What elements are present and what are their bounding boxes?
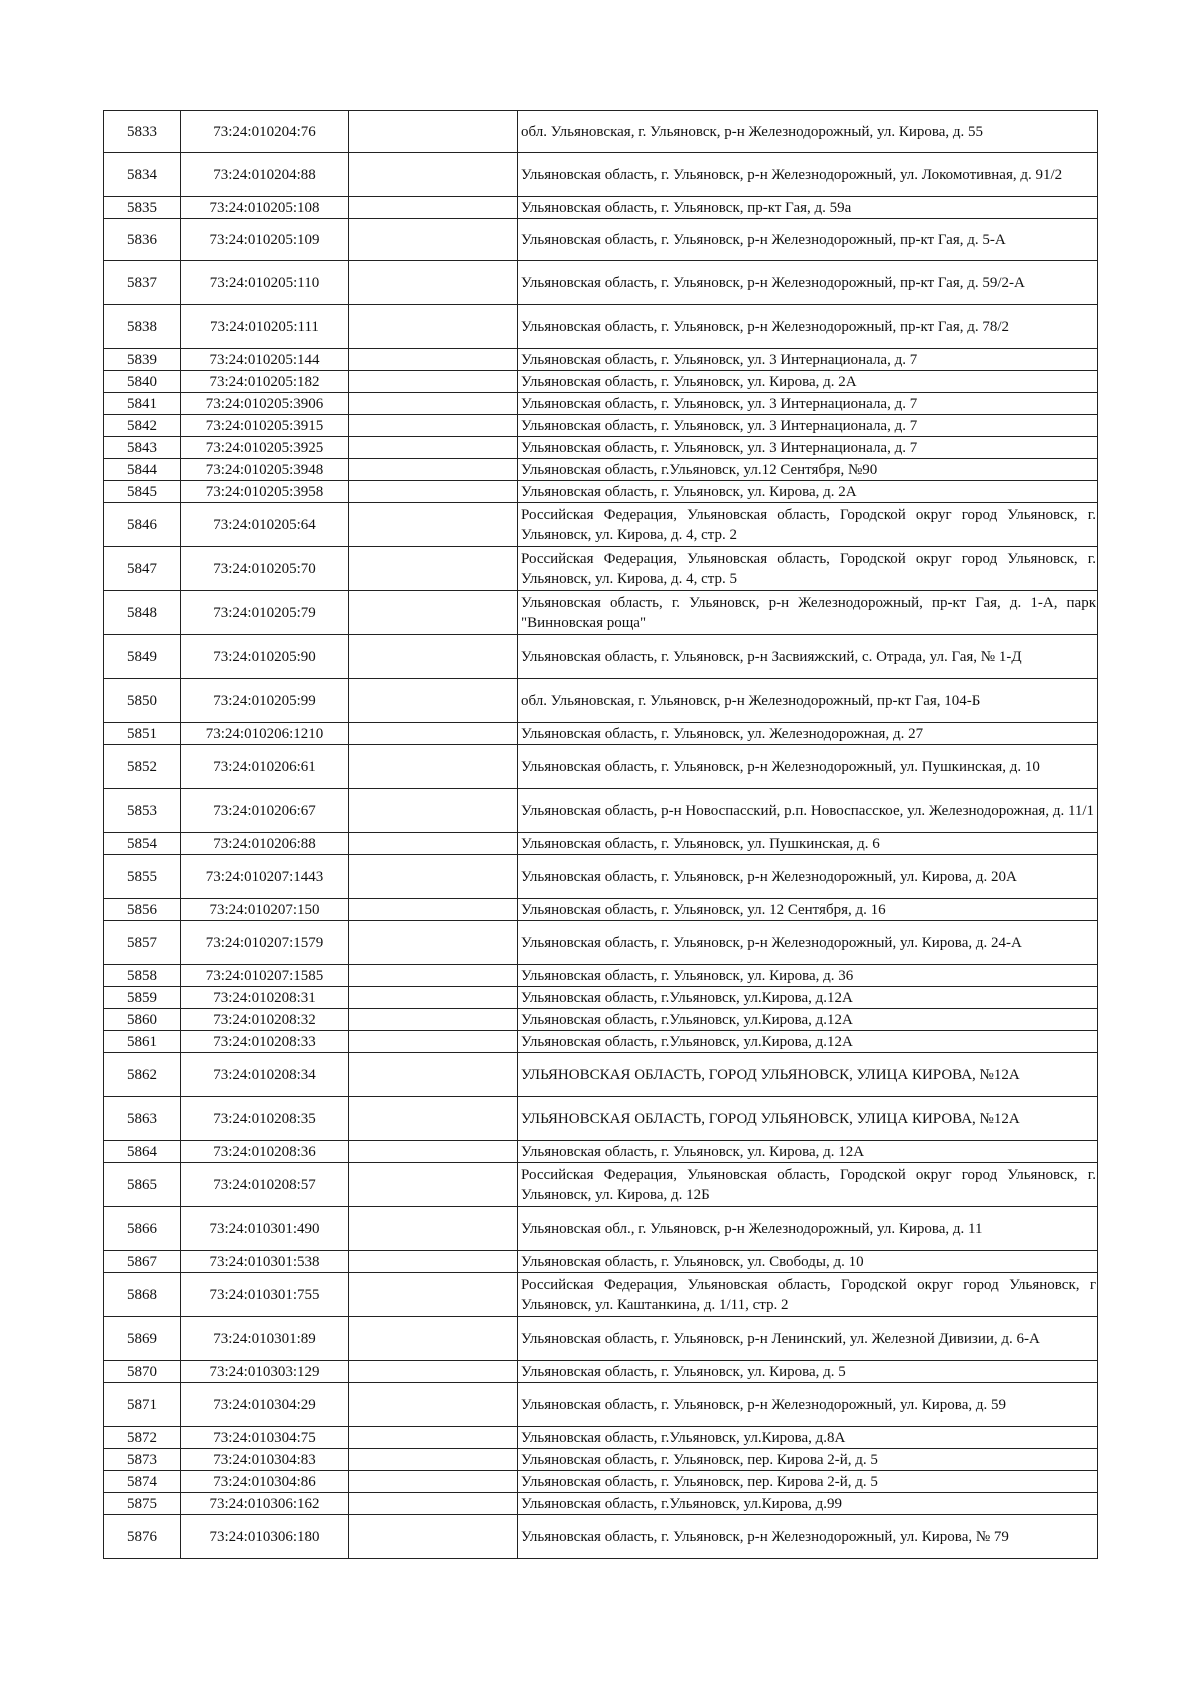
- empty-cell: [349, 1053, 518, 1097]
- registry-table: [103, 110, 1098, 1559]
- empty-cell: [349, 965, 518, 987]
- address-cell: Ульяновская область, г. Ульяновск, р-н Железнодорожный, ул. Кирова, д. 20А: [518, 855, 1098, 899]
- row-number-cell: 5853: [104, 789, 181, 833]
- table-row: [104, 153, 1098, 197]
- row-number-cell: 5850: [104, 679, 181, 723]
- cadastral-number-cell: 73:24:010301:89: [181, 1317, 349, 1361]
- cadastral-number-cell: 73:24:010205:108: [181, 197, 349, 219]
- address-cell: Российская Федерация, Ульяновская область, Городской округ город Ульяновск, г. Ульяновск, ул. Кирова, д. 12Б: [518, 1163, 1098, 1207]
- row-number-cell: 5847: [104, 547, 181, 591]
- row-number-cell: 5868: [104, 1273, 181, 1317]
- row-number-cell: 5861: [104, 1031, 181, 1053]
- empty-cell: [349, 1273, 518, 1317]
- empty-cell: [349, 219, 518, 261]
- row-number-cell: 5851: [104, 723, 181, 745]
- row-number-cell: 5862: [104, 1053, 181, 1097]
- cadastral-number-cell: 73:24:010204:76: [181, 111, 349, 153]
- table-row: [104, 1515, 1098, 1559]
- cadastral-number-cell: 73:24:010208:32: [181, 1009, 349, 1031]
- address-cell: Ульяновская область, г. Ульяновск, р-н Железнодорожный, пр-кт Гая, д. 1-А, парк "Винновская роща": [518, 591, 1098, 635]
- table-row: [104, 349, 1098, 371]
- row-number-cell: 5875: [104, 1493, 181, 1515]
- row-number-cell: 5845: [104, 481, 181, 503]
- row-number-cell: 5871: [104, 1383, 181, 1427]
- cadastral-number-cell: 73:24:010205:3906: [181, 393, 349, 415]
- cadastral-number-cell: 73:24:010205:64: [181, 503, 349, 547]
- table-row: [104, 591, 1098, 635]
- cadastral-number-cell: 73:24:010306:162: [181, 1493, 349, 1515]
- table-row: [104, 855, 1098, 899]
- cadastral-number-cell: 73:24:010208:36: [181, 1141, 349, 1163]
- table-row: [104, 1471, 1098, 1493]
- empty-cell: [349, 1449, 518, 1471]
- registry-table-body: [104, 111, 1098, 1559]
- empty-cell: [349, 1207, 518, 1251]
- cadastral-number-cell: 73:24:010304:75: [181, 1427, 349, 1449]
- cadastral-number-cell: 73:24:010208:57: [181, 1163, 349, 1207]
- empty-cell: [349, 723, 518, 745]
- table-row: [104, 371, 1098, 393]
- table-row: [104, 261, 1098, 305]
- empty-cell: [349, 789, 518, 833]
- empty-cell: [349, 833, 518, 855]
- table-row: [104, 679, 1098, 723]
- address-cell: Ульяновская область, г. Ульяновск, р-н Железнодорожный, ул. Локомотивная, д. 91/2: [518, 153, 1098, 197]
- table-row: [104, 111, 1098, 153]
- address-cell: Ульяновская область, г. Ульяновск, ул. Кирова, д. 2А: [518, 481, 1098, 503]
- cadastral-number-cell: 73:24:010207:1585: [181, 965, 349, 987]
- empty-cell: [349, 855, 518, 899]
- cadastral-number-cell: 73:24:010208:31: [181, 987, 349, 1009]
- row-number-cell: 5876: [104, 1515, 181, 1559]
- cadastral-number-cell: 73:24:010207:1579: [181, 921, 349, 965]
- address-cell: Ульяновская область, г. Ульяновск, р-н Железнодорожный, ул. Кирова, д. 59: [518, 1383, 1098, 1427]
- table-row: [104, 1097, 1098, 1141]
- table-row: [104, 635, 1098, 679]
- row-number-cell: 5854: [104, 833, 181, 855]
- table-row: [104, 437, 1098, 459]
- cadastral-number-cell: 73:24:010206:88: [181, 833, 349, 855]
- row-number-cell: 5842: [104, 415, 181, 437]
- address-cell: Ульяновская область, г. Ульяновск, пер. Кирова 2-й, д. 5: [518, 1471, 1098, 1493]
- empty-cell: [349, 1427, 518, 1449]
- cadastral-number-cell: 73:24:010303:129: [181, 1361, 349, 1383]
- row-number-cell: 5864: [104, 1141, 181, 1163]
- empty-cell: [349, 591, 518, 635]
- table-row: [104, 393, 1098, 415]
- table-row: [104, 1427, 1098, 1449]
- empty-cell: [349, 1361, 518, 1383]
- table-row: [104, 459, 1098, 481]
- empty-cell: [349, 1471, 518, 1493]
- empty-cell: [349, 481, 518, 503]
- row-number-cell: 5874: [104, 1471, 181, 1493]
- table-row: [104, 965, 1098, 987]
- address-cell: Российская Федерация, Ульяновская область, Городской округ город Ульяновск, г. Ульяновск, ул. Кирова, д. 4, стр. 2: [518, 503, 1098, 547]
- row-number-cell: 5841: [104, 393, 181, 415]
- cadastral-number-cell: 73:24:010205:99: [181, 679, 349, 723]
- address-cell: Ульяновская область, г. Ульяновск, р-н Ленинский, ул. Железной Дивизии, д. 6-А: [518, 1317, 1098, 1361]
- row-number-cell: 5835: [104, 197, 181, 219]
- cadastral-number-cell: 73:24:010205:3948: [181, 459, 349, 481]
- empty-cell: [349, 437, 518, 459]
- table-row: [104, 833, 1098, 855]
- table-row: [104, 1009, 1098, 1031]
- cadastral-number-cell: 73:24:010205:109: [181, 219, 349, 261]
- address-cell: Ульяновская область, г. Ульяновск, ул. 12 Сентября, д. 16: [518, 899, 1098, 921]
- address-cell: Ульяновская область, г. Ульяновск, р-н Железнодорожный, ул. Пушкинская, д. 10: [518, 745, 1098, 789]
- cadastral-number-cell: 73:24:010207:150: [181, 899, 349, 921]
- empty-cell: [349, 547, 518, 591]
- empty-cell: [349, 1031, 518, 1053]
- table-row: [104, 1163, 1098, 1207]
- empty-cell: [349, 899, 518, 921]
- address-cell: Ульяновская область, г.Ульяновск, ул.12 Сентября, №90: [518, 459, 1098, 481]
- empty-cell: [349, 635, 518, 679]
- cadastral-number-cell: 73:24:010304:83: [181, 1449, 349, 1471]
- cadastral-number-cell: 73:24:010208:33: [181, 1031, 349, 1053]
- table-row: [104, 1141, 1098, 1163]
- address-cell: Ульяновская область, г.Ульяновск, ул.Кирова, д.99: [518, 1493, 1098, 1515]
- row-number-cell: 5873: [104, 1449, 181, 1471]
- empty-cell: [349, 415, 518, 437]
- cadastral-number-cell: 73:24:010205:70: [181, 547, 349, 591]
- table-row: [104, 547, 1098, 591]
- row-number-cell: 5834: [104, 153, 181, 197]
- address-cell: Ульяновская область, г. Ульяновск, ул. Кирова, д. 12А: [518, 1141, 1098, 1163]
- address-cell: Ульяновская область, г.Ульяновск, ул.Кирова, д.12А: [518, 987, 1098, 1009]
- cadastral-number-cell: 73:24:010205:3958: [181, 481, 349, 503]
- empty-cell: [349, 921, 518, 965]
- address-cell: Ульяновская область, г.Ульяновск, ул.Кирова, д.8А: [518, 1427, 1098, 1449]
- row-number-cell: 5848: [104, 591, 181, 635]
- row-number-cell: 5856: [104, 899, 181, 921]
- cadastral-number-cell: 73:24:010206:1210: [181, 723, 349, 745]
- address-cell: Ульяновская область, г. Ульяновск, ул. Свободы, д. 10: [518, 1251, 1098, 1273]
- empty-cell: [349, 1251, 518, 1273]
- row-number-cell: 5844: [104, 459, 181, 481]
- empty-cell: [349, 503, 518, 547]
- cadastral-number-cell: 73:24:010204:88: [181, 153, 349, 197]
- table-row: [104, 503, 1098, 547]
- table-row: [104, 1273, 1098, 1317]
- row-number-cell: 5837: [104, 261, 181, 305]
- address-cell: Ульяновская область, р-н Новоспасский, р.п. Новоспасское, ул. Железнодорожная, д. 11/1: [518, 789, 1098, 833]
- address-cell: Ульяновская область, г. Ульяновск, р-н Железнодорожный, ул. Кирова, № 79: [518, 1515, 1098, 1559]
- empty-cell: [349, 459, 518, 481]
- address-cell: Ульяновская обл., г. Ульяновск, р-н Железнодорожный, ул. Кирова, д. 11: [518, 1207, 1098, 1251]
- row-number-cell: 5846: [104, 503, 181, 547]
- row-number-cell: 5840: [104, 371, 181, 393]
- empty-cell: [349, 261, 518, 305]
- empty-cell: [349, 745, 518, 789]
- row-number-cell: 5865: [104, 1163, 181, 1207]
- empty-cell: [349, 197, 518, 219]
- table-row: [104, 987, 1098, 1009]
- row-number-cell: 5843: [104, 437, 181, 459]
- cadastral-number-cell: 73:24:010206:67: [181, 789, 349, 833]
- table-row: [104, 899, 1098, 921]
- cadastral-number-cell: 73:24:010205:3925: [181, 437, 349, 459]
- address-cell: Ульяновская область, г. Ульяновск, ул. Кирова, д. 2А: [518, 371, 1098, 393]
- table-row: [104, 921, 1098, 965]
- table-row: [104, 745, 1098, 789]
- address-cell: обл. Ульяновская, г. Ульяновск, р-н Железнодорожный, ул. Кирова, д. 55: [518, 111, 1098, 153]
- row-number-cell: 5859: [104, 987, 181, 1009]
- cadastral-number-cell: 73:24:010304:86: [181, 1471, 349, 1493]
- cadastral-number-cell: 73:24:010205:144: [181, 349, 349, 371]
- address-cell: Ульяновская область, г. Ульяновск, ул. 3 Интернационала, д. 7: [518, 437, 1098, 459]
- address-cell: Ульяновская область, г. Ульяновск, р-н Засвияжский, с. Отрада, ул. Гая, № 1-Д: [518, 635, 1098, 679]
- address-cell: Ульяновская область, г. Ульяновск, ул. 3 Интернационала, д. 7: [518, 349, 1098, 371]
- address-cell: УЛЬЯНОВСКАЯ ОБЛАСТЬ, ГОРОД УЛЬЯНОВСК, УЛИЦА КИРОВА, №12А: [518, 1053, 1098, 1097]
- cadastral-number-cell: 73:24:010205:182: [181, 371, 349, 393]
- table-row: [104, 789, 1098, 833]
- empty-cell: [349, 987, 518, 1009]
- cadastral-number-cell: 73:24:010205:111: [181, 305, 349, 349]
- empty-cell: [349, 111, 518, 153]
- row-number-cell: 5863: [104, 1097, 181, 1141]
- row-number-cell: 5855: [104, 855, 181, 899]
- row-number-cell: 5872: [104, 1427, 181, 1449]
- cadastral-number-cell: 73:24:010301:538: [181, 1251, 349, 1273]
- table-row: [104, 1383, 1098, 1427]
- address-cell: Ульяновская область, г. Ульяновск, ул. Пушкинская, д. 6: [518, 833, 1098, 855]
- address-cell: Российская Федерация, Ульяновская область, Городской округ город Ульяновск, г Ульяновск, ул. Каштанкина, д. 1/11, стр. 2: [518, 1273, 1098, 1317]
- table-row: [104, 219, 1098, 261]
- address-cell: Ульяновская область, г. Ульяновск, ул. Железнодорожная, д. 27: [518, 723, 1098, 745]
- empty-cell: [349, 1317, 518, 1361]
- row-number-cell: 5866: [104, 1207, 181, 1251]
- table-row: [104, 1361, 1098, 1383]
- cadastral-number-cell: 73:24:010206:61: [181, 745, 349, 789]
- address-cell: Российская Федерация, Ульяновская область, Городской округ город Ульяновск, г. Ульяновск, ул. Кирова, д. 4, стр. 5: [518, 547, 1098, 591]
- empty-cell: [349, 1383, 518, 1427]
- row-number-cell: 5839: [104, 349, 181, 371]
- address-cell: Ульяновская область, г. Ульяновск, р-н Железнодорожный, пр-кт Гая, д. 78/2: [518, 305, 1098, 349]
- address-cell: Ульяновская область, г. Ульяновск, ул. 3 Интернационала, д. 7: [518, 393, 1098, 415]
- address-cell: Ульяновская область, г.Ульяновск, ул.Кирова, д.12А: [518, 1009, 1098, 1031]
- address-cell: УЛЬЯНОВСКАЯ ОБЛАСТЬ, ГОРОД УЛЬЯНОВСК, УЛИЦА КИРОВА, №12А: [518, 1097, 1098, 1141]
- empty-cell: [349, 393, 518, 415]
- empty-cell: [349, 153, 518, 197]
- cadastral-number-cell: 73:24:010207:1443: [181, 855, 349, 899]
- row-number-cell: 5870: [104, 1361, 181, 1383]
- table-row: [104, 1053, 1098, 1097]
- table-row: [104, 1207, 1098, 1251]
- empty-cell: [349, 1141, 518, 1163]
- address-cell: Ульяновская область, г. Ульяновск, пр-кт Гая, д. 59а: [518, 197, 1098, 219]
- row-number-cell: 5860: [104, 1009, 181, 1031]
- table-row: [104, 305, 1098, 349]
- empty-cell: [349, 349, 518, 371]
- address-cell: Ульяновская область, г. Ульяновск, ул. Кирова, д. 36: [518, 965, 1098, 987]
- empty-cell: [349, 1097, 518, 1141]
- address-cell: Ульяновская область, г. Ульяновск, пер. Кирова 2-й, д. 5: [518, 1449, 1098, 1471]
- table-row: [104, 1493, 1098, 1515]
- cadastral-number-cell: 73:24:010205:3915: [181, 415, 349, 437]
- row-number-cell: 5833: [104, 111, 181, 153]
- empty-cell: [349, 305, 518, 349]
- row-number-cell: 5852: [104, 745, 181, 789]
- table-row: [104, 415, 1098, 437]
- row-number-cell: 5869: [104, 1317, 181, 1361]
- address-cell: обл. Ульяновская, г. Ульяновск, р-н Железнодорожный, пр-кт Гая, 104-Б: [518, 679, 1098, 723]
- cadastral-number-cell: 73:24:010205:79: [181, 591, 349, 635]
- address-cell: Ульяновская область, г. Ульяновск, р-н Железнодорожный, пр-кт Гая, д. 59/2-А: [518, 261, 1098, 305]
- row-number-cell: 5857: [104, 921, 181, 965]
- address-cell: Ульяновская область, г. Ульяновск, ул. 3 Интернационала, д. 7: [518, 415, 1098, 437]
- cadastral-number-cell: 73:24:010208:34: [181, 1053, 349, 1097]
- table-row: [104, 481, 1098, 503]
- cadastral-number-cell: 73:24:010205:90: [181, 635, 349, 679]
- empty-cell: [349, 1009, 518, 1031]
- empty-cell: [349, 371, 518, 393]
- cadastral-number-cell: 73:24:010306:180: [181, 1515, 349, 1559]
- empty-cell: [349, 1493, 518, 1515]
- empty-cell: [349, 1515, 518, 1559]
- cadastral-number-cell: 73:24:010301:490: [181, 1207, 349, 1251]
- row-number-cell: 5858: [104, 965, 181, 987]
- empty-cell: [349, 1163, 518, 1207]
- row-number-cell: 5849: [104, 635, 181, 679]
- table-row: [104, 1251, 1098, 1273]
- cadastral-number-cell: 73:24:010208:35: [181, 1097, 349, 1141]
- table-row: [104, 197, 1098, 219]
- table-row: [104, 1449, 1098, 1471]
- address-cell: Ульяновская область, г. Ульяновск, р-н Железнодорожный, пр-кт Гая, д. 5-А: [518, 219, 1098, 261]
- cadastral-number-cell: 73:24:010301:755: [181, 1273, 349, 1317]
- cadastral-number-cell: 73:24:010205:110: [181, 261, 349, 305]
- row-number-cell: 5838: [104, 305, 181, 349]
- empty-cell: [349, 679, 518, 723]
- table-row: [104, 1317, 1098, 1361]
- table-row: [104, 1031, 1098, 1053]
- row-number-cell: 5867: [104, 1251, 181, 1273]
- row-number-cell: 5836: [104, 219, 181, 261]
- address-cell: Ульяновская область, г. Ульяновск, р-н Железнодорожный, ул. Кирова, д. 24-А: [518, 921, 1098, 965]
- address-cell: Ульяновская область, г. Ульяновск, ул. Кирова, д. 5: [518, 1361, 1098, 1383]
- table-row: [104, 723, 1098, 745]
- cadastral-number-cell: 73:24:010304:29: [181, 1383, 349, 1427]
- address-cell: Ульяновская область, г.Ульяновск, ул.Кирова, д.12А: [518, 1031, 1098, 1053]
